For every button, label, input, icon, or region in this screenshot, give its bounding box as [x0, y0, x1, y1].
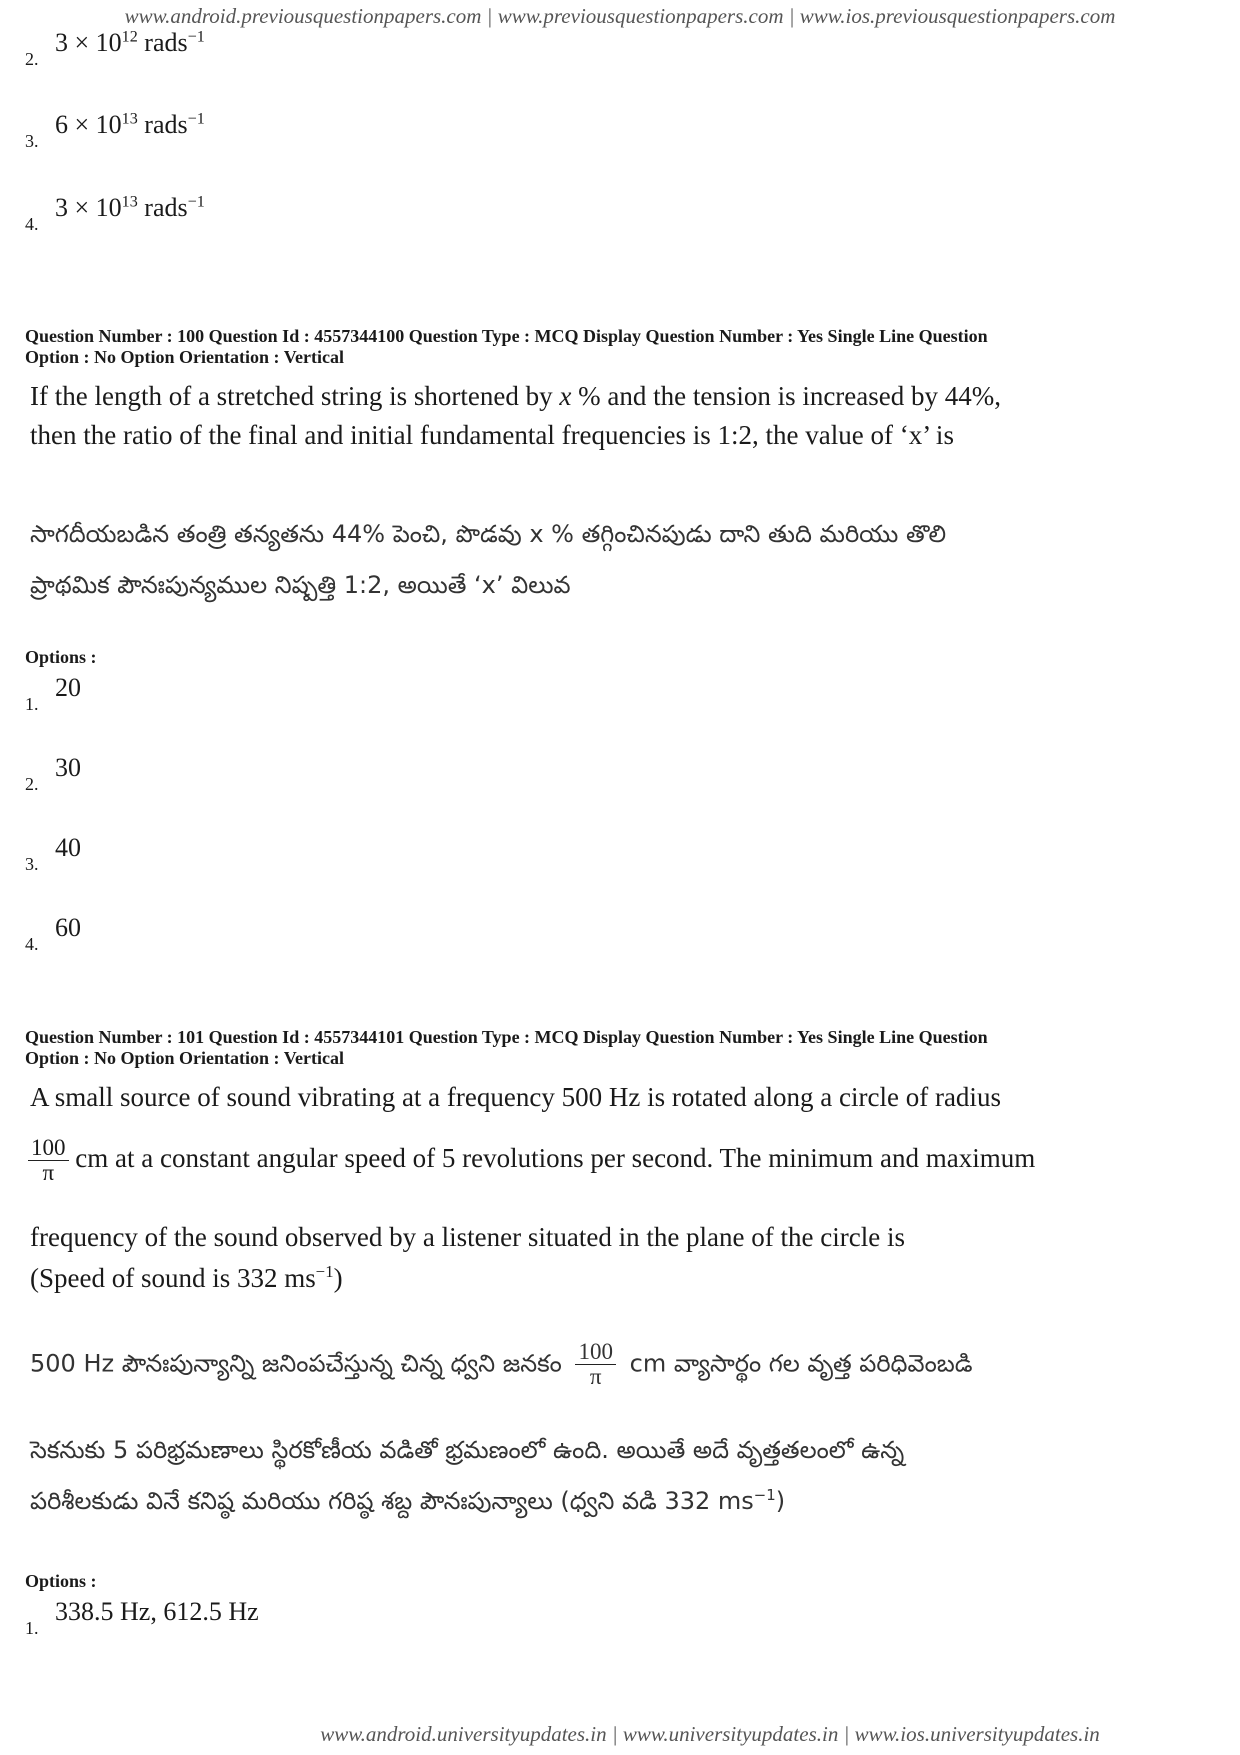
option-value: $3 \times 10^{12}$ rads$^{-1}$ — [55, 28, 205, 57]
q100-option-2[interactable] — [25, 753, 81, 795]
q100-english-line1: If the length of a stretched string is shortened by x % and the tension is increased by 44%, — [30, 381, 1001, 411]
option-number: 1. — [25, 1618, 39, 1638]
q101-option-1[interactable] — [25, 1597, 259, 1639]
option-value: $6 \times 10^{13}$ rads$^{-1}$ — [55, 110, 205, 139]
q100-option-4[interactable] — [25, 913, 81, 955]
option-number: 2. — [25, 774, 39, 794]
option-number: 1. — [25, 694, 39, 714]
q100-english-line2: then the ratio of the final and initial fundamental frequencies is 1:2, the value of ‘x’ is — [30, 420, 954, 450]
radius-fraction-telugu: $\frac{100}{\pi}$ — [575, 1340, 616, 1389]
radius-fraction: $\frac{100}{\pi}$ — [28, 1136, 69, 1185]
option-value: 60 — [55, 913, 81, 942]
q100-options-label: Options : — [25, 647, 97, 667]
option-number: 3. — [25, 131, 39, 151]
q100-meta — [25, 326, 1215, 368]
q101-english-line1: A small source of sound vibrating at a frequency 500 Hz is rotated along a circle of radius — [30, 1082, 1001, 1112]
q100-meta-line1: Question Number : 100 Question Id : 4557344100 Question Type : MCQ Display Question Number : Yes Single Line Question — [25, 326, 988, 346]
q100-option-3[interactable] — [25, 833, 81, 875]
q100-meta-line2: Option : No Option Orientation : Vertical — [25, 347, 344, 367]
q101-telugu-line1: 500 Hz పౌనఃపున్యాన్ని జనింపచేస్తున్న చిన్న ధ్వని జనకం $\frac{100}{\pi}$ cm వ్యాసార్థం గల వృత్త పరిధివెంబడి — [30, 1339, 973, 1390]
option-value: 30 — [55, 753, 81, 782]
page-footer-links: www.android.universityupdates.in | www.universityupdates.in | www.ios.universityupdates.in — [320, 1722, 1100, 1746]
q101-english-line4: (Speed of sound is 332 $ms^{-1}$) — [30, 1262, 343, 1293]
option-number: 4. — [25, 214, 39, 234]
option-number: 2. — [25, 49, 39, 69]
q101-telugu-line2: సెకనుకు 5 పరిభ్రమణాలు స్థిరకోణీయ వడితో భ్రమణంలో ఉంది. అయితే అదే వృత్తతలంలో ఉన్న — [30, 1436, 905, 1464]
q100-option-1[interactable] — [25, 673, 81, 715]
q100-telugu-line1: సాగదీయబడిన తంత్రి తన్యతను 44% పెంచి, పొడవు x % తగ్గించినపుడు దాని తుది మరియు తొలి — [30, 520, 947, 548]
option-value: 338.5 Hz, 612.5 Hz — [55, 1597, 259, 1626]
option-number: 4. — [25, 934, 39, 954]
q100-telugu-line2: ప్రాథమిక పౌనఃపున్యముల నిష్పత్తి 1:2, అయితే ‘x’ విలువ — [30, 571, 571, 599]
q101-meta-line1: Question Number : 101 Question Id : 4557344101 Question Type : MCQ Display Question Number : Yes Single Line Question — [25, 1027, 988, 1047]
prev-option-2[interactable] — [25, 28, 205, 70]
q101-english-line3: frequency of the sound observed by a listener situated in the plane of the circle is — [30, 1222, 905, 1252]
option-value: 20 — [55, 673, 81, 702]
q101-telugu-line3: పరిశీలకుడు వినే కనిష్ఠ మరియు గరిష్ఠ శబ్ద పౌనఃపున్యాలు (ధ్వని వడి 332 $ms^{-1}$) — [30, 1486, 786, 1515]
q101-english-line2: $\frac{100}{\pi}$ cm at a constant angular speed of 5 revolutions per second. The minimum and maximum — [28, 1136, 1035, 1185]
option-value: 40 — [55, 833, 81, 862]
q101-options-label: Options : — [25, 1571, 97, 1591]
prev-option-4[interactable] — [25, 193, 205, 235]
option-value: $3 \times 10^{13}$ rads$^{-1}$ — [55, 193, 205, 222]
option-number: 3. — [25, 854, 39, 874]
prev-option-3[interactable] — [25, 110, 205, 152]
page-header-links: www.android.previousquestionpapers.com | www.previousquestionpapers.com | www.ios.previousquestionpapers.com — [124, 4, 1116, 28]
q101-meta-line2: Option : No Option Orientation : Vertical — [25, 1048, 344, 1068]
q101-meta — [25, 1027, 1215, 1069]
